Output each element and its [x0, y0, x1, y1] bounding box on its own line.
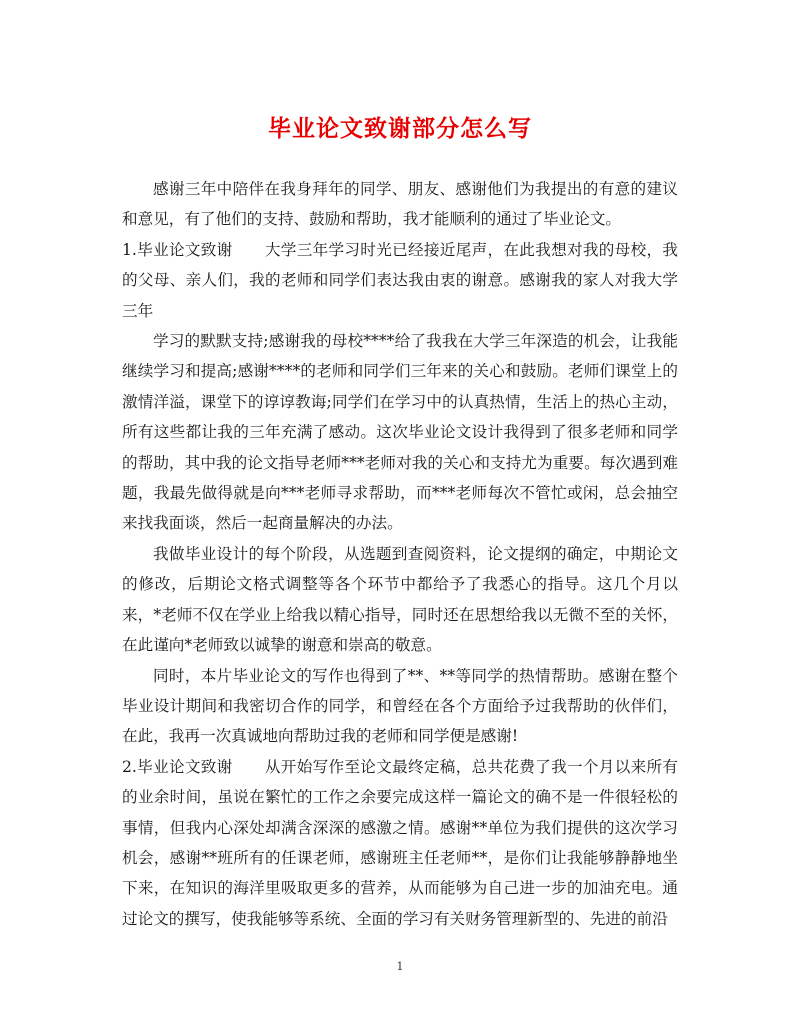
section-1-heading: 1.毕业论文致谢 — [122, 240, 233, 259]
section-2-heading: 2.毕业论文致谢 — [122, 757, 233, 776]
page-number: 1 — [396, 960, 404, 973]
intro-paragraph: 感谢三年中陪伴在我身拜年的同学、朋友、感谢他们为我提出的有意的建议和意见，有了他们的支持、鼓励和帮助，我才能顺利的通过了毕业论文。 — [122, 180, 678, 229]
section-2-paragraph — [122, 752, 678, 934]
section-1-text: 大学三年学习时光已经接近尾声，在此我想对我的母校，我的父母、亲人们，我的老师和同学们表达我由衷的谢意。感谢我的家人对我大学三年 — [122, 240, 678, 320]
paragraph-4: 同时，本片毕业论文的写作也得到了**、**等同学的热情帮助。感谢在整个毕业设计期间和我密切合作的同学，和曾经在各个方面给予过我帮助的伙伴们，在此，我再一次真诚地向帮助过我的老师和同学便是感谢! — [122, 666, 678, 746]
section-1-paragraph — [122, 235, 678, 326]
paragraph-3: 我做毕业设计的每个阶段，从选题到查阅资料，论文提纲的确定，中期论文的修改，后期论文格式调整等各个环节中都给予了我悉心的指导。这几个月以来，*老师不仅在学业上给我以精心指导，同时还在思想给我以无微不至的关怀，在此谨向*老师致以诚挚的谢意和崇高的敬意。 — [122, 544, 678, 655]
section-2-text: 从开始写作至论文最终定稿，总共花费了我一个月以来所有的业余时间，虽说在繁忙的工作之余要完成这样一篇论文的确不是一件很轻松的事情，但我内心深处却满含深深的感激之情。感谢**单位为我们提供的这次学习机会，感谢**班所有的任课老师，感谢班主任老师**，是你们让我能够静静地坐下来，在知识的海洋里吸取更多的营养，从而能够为自己进一步的加油充电。通过论文的撰写，使我能够等系统、全面的学习有关财务管理新型的、先进的前沿 — [122, 757, 678, 928]
document-title: 毕业论文致谢部分怎么写 — [268, 116, 532, 142]
paragraph-2: 学习的默默支持;感谢我的母校****给了我我在大学三年深造的机会，让我能继续学习和提高;感谢****的老师和同学们三年来的关心和鼓励。老师们课堂上的激情洋溢，课堂下的谆谆教诲;同学们在学习中的认真热情，生活上的热心主动，所有这些都让我的三年充满了感动。这次毕业论文设计我得到了很多老师和同学的帮助，其中我的论文指导老师***老师对我的关心和支持尤为重要。每次遇到难题，我最先做得就是向***老师寻求帮助，而***老师每次不管忙或闲，总会抽空来找我面谈，然后一起商量解决的办法。 — [122, 332, 678, 533]
document-body — [122, 174, 678, 934]
